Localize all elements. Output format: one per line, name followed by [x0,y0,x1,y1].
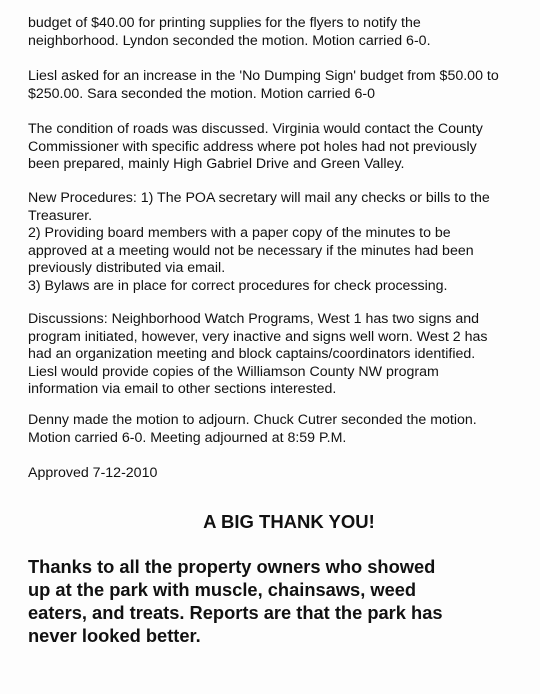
thank-you-message: Thanks to all the property owners who showed up at the park with muscle, chainsaws, weed eaters, and treats. Reports are that the park has never looked better. [28,556,443,646]
no-dumping-paragraph: Liesl asked for an increase in the 'No Dumping Sign' budget from $50.00 to $250.00. Sara seconded the motion. Motion carried 6-0 [28,68,499,102]
roads-paragraph: The condition of roads was discussed. Virginia would contact the County Commissioner with specific address where pot holes had not previously been prepared, mainly High Gabriel Drive and Green Valley. [28,121,483,172]
adjourn-paragraph: Denny made the motion to adjourn. Chuck Cutrer seconded the motion. Motion carried 6-0. Meeting adjourned at 8:59 P.M. [28,412,477,446]
flyers-motion-paragraph: budget of $40.00 for printing supplies for the flyers to notify the neighborhood. Lyndon seconded the motion. Motion carried 6-0. [28,15,431,49]
discussions-paragraph: Discussions: Neighborhood Watch Programs, West 1 has two signs and program initiated, however, very inactive and signs well worn. West 2 has had an organization meeting and block captains/coordinators identified. Liesl would provide copies of the Williamson County NW program information via email to other sections interested. [28,311,488,397]
thank-you-heading: A BIG THANK YOU! [203,511,375,532]
approved-date: Approved 7-12-2010 [28,465,158,481]
procedures-paragraph: New Procedures: 1) The POA secretary will mail any checks or bills to the Treasurer. 2) Providing board members with a paper copy of the minutes to be approved at a meeting would not be necessary if the minutes had been previously distributed via email. 3) Bylaws are in place for correct procedures for check processing. [28,190,490,294]
